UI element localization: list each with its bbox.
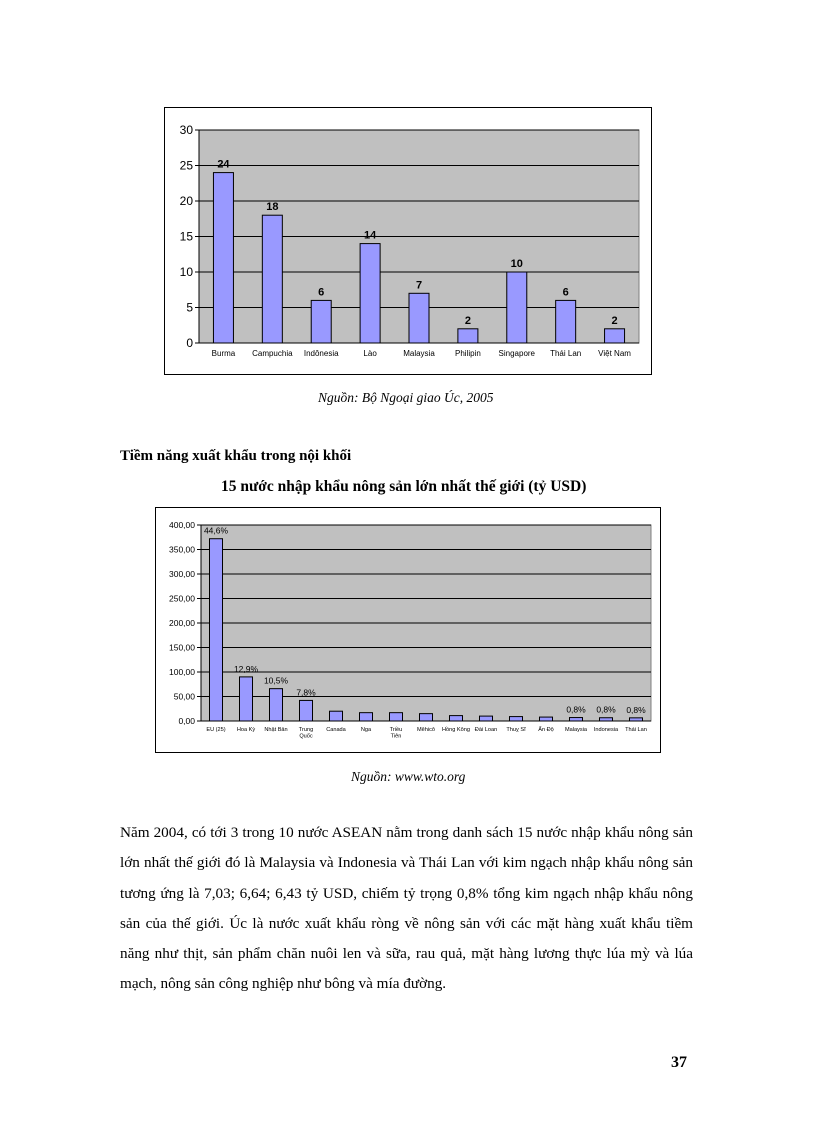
y-tick-label: 100,00 [169, 666, 195, 677]
x-tick-label: Burma [211, 349, 236, 358]
bar [450, 716, 463, 721]
data-label: 6 [562, 286, 569, 299]
body-paragraph: Năm 2004, có tới 3 trong 10 nước ASEAN nằm trong danh sách 15 nước nhập khẩu nông sản lớn nhất thế giới đó là Malaysia và Indonesia và Thái Lan với kim ngạch nhập khẩu nông sản tương ứng là 7,03; 6,64; 6,43 tỷ USD, chiếm tỷ trọng 0,8% tổng kim ngạch nhập khẩu nông sản của thế giới. Úc là nước xuất khẩu ròng về nông sản với các mặt hàng xuất khẩu tiềm năng như thịt, sản phẩm chăn nuôi len và sữa, rau quả, mặt hàng lương thực lúa mỳ và lúa mạch, nông sản công nghiệp như bông và mía đường. [120, 824, 693, 993]
data-label: 12,9% [233, 663, 259, 674]
bar [600, 718, 613, 721]
data-label: 10,5% [263, 675, 289, 686]
y-tick-label: 50,00 [173, 691, 195, 702]
chart2-title: 15 nước nhập khẩu nông sản lớn nhất thế giới (tỷ USD) [221, 478, 587, 495]
x-tick-label: Triều [389, 727, 403, 733]
bar [409, 293, 429, 343]
bar [240, 677, 253, 721]
x-tick-label: Indonesia [593, 727, 619, 733]
bar [360, 244, 380, 343]
data-label: 24 [217, 158, 230, 171]
x-tick-label: Thái Lan [625, 727, 647, 733]
bar [507, 272, 527, 343]
x-tick-label: Malaysia [403, 349, 435, 358]
y-tick-label: 0 [186, 336, 193, 351]
x-tick-label: Nga [360, 727, 372, 733]
data-label: 7,8% [296, 687, 316, 698]
bar [510, 717, 523, 721]
data-label: 0,8% [626, 704, 646, 715]
x-tick-label: Việt Nam [598, 349, 631, 358]
x-tick-label: Hồng Kông [442, 727, 470, 733]
x-tick-label: Trung [298, 727, 314, 733]
x-tick-label: Canada [326, 727, 346, 733]
bar [556, 300, 576, 343]
chart-asean-svg [165, 108, 653, 376]
x-tick-label: Ấn Độ [538, 727, 554, 733]
y-tick-label: 15 [179, 229, 193, 244]
data-label: 0,8% [566, 704, 586, 715]
y-tick-label: 10 [179, 265, 193, 280]
bar [311, 300, 331, 343]
bar [390, 713, 403, 721]
data-label: 2 [464, 314, 471, 327]
y-tick-label: 5 [186, 300, 193, 315]
bar [210, 539, 223, 721]
data-label: 14 [363, 229, 377, 242]
bar [570, 718, 583, 721]
x-tick-label: Nhật Bản [264, 727, 288, 733]
x-tick-label: Quốc [299, 733, 313, 740]
x-tick-label: Lào [363, 349, 377, 358]
chart2-source: Nguồn: www.wto.org [351, 769, 466, 784]
data-label: 10 [510, 258, 523, 270]
x-tick-label: Campuchia [252, 349, 293, 358]
page-number: 37 [671, 1054, 687, 1071]
data-label: 18 [266, 201, 279, 214]
bar [262, 215, 282, 343]
y-tick-label: 250,00 [169, 593, 195, 604]
x-tick-label: Hoa Kỳ [236, 727, 256, 733]
x-tick-label: Tiên [390, 733, 402, 740]
x-tick-label: Indônesia [303, 349, 339, 358]
x-tick-label: Thuỵ Sĩ [506, 727, 526, 733]
bar [480, 716, 493, 721]
x-tick-label: Malaysia [564, 727, 588, 733]
x-tick-label: Singapore [498, 349, 536, 358]
data-label: 0,8% [596, 704, 616, 715]
y-tick-label: 200,00 [169, 617, 195, 628]
bar [270, 689, 283, 721]
section-heading: Tiềm năng xuất khẩu trong nội khối [120, 448, 352, 464]
data-label: 2 [611, 314, 618, 327]
data-label: 6 [318, 286, 325, 299]
bar [420, 714, 433, 721]
x-tick-label: Thái Lan [550, 349, 582, 358]
bar [458, 329, 478, 343]
y-tick-label: 0,00 [178, 715, 195, 726]
y-tick-label: 30 [179, 123, 193, 138]
bar [630, 718, 643, 721]
x-tick-label: Philipin [454, 349, 481, 358]
bar [300, 700, 313, 721]
y-tick-label: 400,00 [169, 519, 195, 530]
chart1-source: Nguồn: Bộ Ngoại giao Úc, 2005 [318, 390, 494, 405]
x-tick-label: Mêhicô [416, 727, 436, 733]
bar [605, 329, 625, 343]
y-tick-label: 25 [179, 158, 193, 173]
chart-importers-svg [156, 508, 662, 754]
bar [213, 173, 233, 343]
chart-asean-bar [164, 107, 652, 375]
y-tick-label: 150,00 [169, 642, 195, 653]
x-tick-label: Đài Loan [474, 727, 498, 733]
data-label: 44,6% [203, 525, 229, 536]
bar [360, 713, 373, 721]
x-tick-label: EU (25) [206, 727, 226, 733]
data-label: 7 [415, 279, 423, 292]
bar [540, 717, 553, 721]
bar [330, 711, 343, 721]
chart-importers-bar [155, 507, 661, 753]
y-tick-label: 350,00 [169, 544, 195, 555]
y-tick-label: 300,00 [169, 568, 195, 579]
y-tick-label: 20 [179, 194, 193, 209]
